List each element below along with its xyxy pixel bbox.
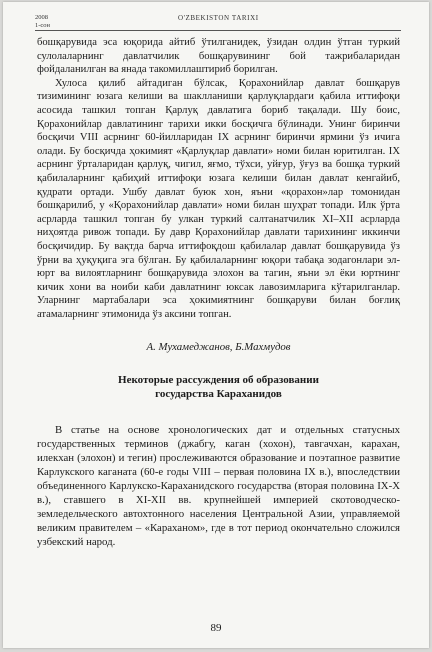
abstract-paragraph: В статье на основе хронологических дат и отдельных статусных государственных терминов (джабгу, каган (хохон), тавгачхан, карахан, илекхан (элохон) и тегин) прослеживаются образование и поэтапное развитие Карлукского каганата (60-е годы VIII – первая половина IX в.), впоследствии объединенного Карлукско-Караханидского государства (вторая половина IX-X в.), ставшего в XI-XII вв. крупнейшей империей скотоводческо-земледельческого автохтонного населения Центральной Азии, управляемой великим правителем – «Караханом», где в тот период окончательно сложился узбекский народ. xyxy=(37,424,400,549)
running-header-left xyxy=(35,14,50,29)
header-rule xyxy=(35,30,401,31)
article-title-line-1: Некоторые рассуждения об образовании xyxy=(118,374,319,387)
uzbek-text xyxy=(37,36,400,321)
header-journal-title: O'ZBEKISTON TARIXI xyxy=(178,14,259,22)
header-year: 2008 xyxy=(35,14,48,21)
paragraph-continued: бошқарувида эса юқорида айтиб ўтилганидек, ўзидан олдин ўтган туркий сулолаларнинг давлатчилик бошқарувининг бой тажрибаларидан фойдаланилган ва янада такомиллаштириб борилган. xyxy=(37,37,400,76)
header-issue: 1-сон xyxy=(35,21,51,29)
article-authors: А. Мухамеджанов, Б.Махмудов xyxy=(146,341,291,354)
article-title xyxy=(37,373,400,401)
article-title-line-2: государства Караханидов xyxy=(155,388,282,401)
paragraph-conclusion: Хулоса қилиб айтадиган бўлсак, Қорахонийлар давлат бошқарув тизимининг юзага келиши ва шаклланиши қарлуқлардаги қабила иттифоқи асосида ташкил топган Қарлуқ давлатига бориб тақалади. Шу боис, Қорахонийлар давлатининг тарихи икки босқичга бўлинади. Унинг биринчи босқичи VIII асрнинг 60-йилларидан IX асрнинг биринчи ярмини ўз ичига олади. Бу босқичда ҳокимият «Қарлуқлар давлати» номи билан юритилган. IX асрнинг ўрталаридан қарлуқ, чигил, яғмо, тўхси, уйғур, ўғуз ва бошқа туркий қабилаларнинг қабиҳий иттифоқи юзага келиши билан давлат кенгайиб, қудрати ортади. Ушбу давлат буюк хон, яъни «қорахон»лар томонидан бошқарилиб, у «Қорахонийлар давлати» номи билан шуҳрат топади. Илк ўрта асрларда ташкил топган бу улкан туркий салтанатчилик XI–XII асрларда ниҳоятда ривож топади. Бу давр Қорахонийлар давлати тарихининг иккинчи босқичидир. Бу вақтда барча иттифоқдош қабилалар давлат бошқарувида ўз ўрни ва ҳуқуқига эга бўлган. Бу қабилаларнинг юқори табақа зодагонлари эл-юрт ва вилоятларнинг бошқарувида элохон ва тагин, яъни эл ёки юртнинг кичик хони ва ноиби каби давлатнинг юксак лавозимларига кўтарилганлар. Уларнинг мартабалари эса ҳокимиятнинг бошқаруви билан боғлиқ атамаларнинг этимонида ўз аксини топган. xyxy=(37,77,400,320)
article-body xyxy=(37,36,400,549)
document-page xyxy=(3,2,429,648)
russian-abstract xyxy=(37,423,400,549)
page-number: 89 xyxy=(210,622,222,634)
